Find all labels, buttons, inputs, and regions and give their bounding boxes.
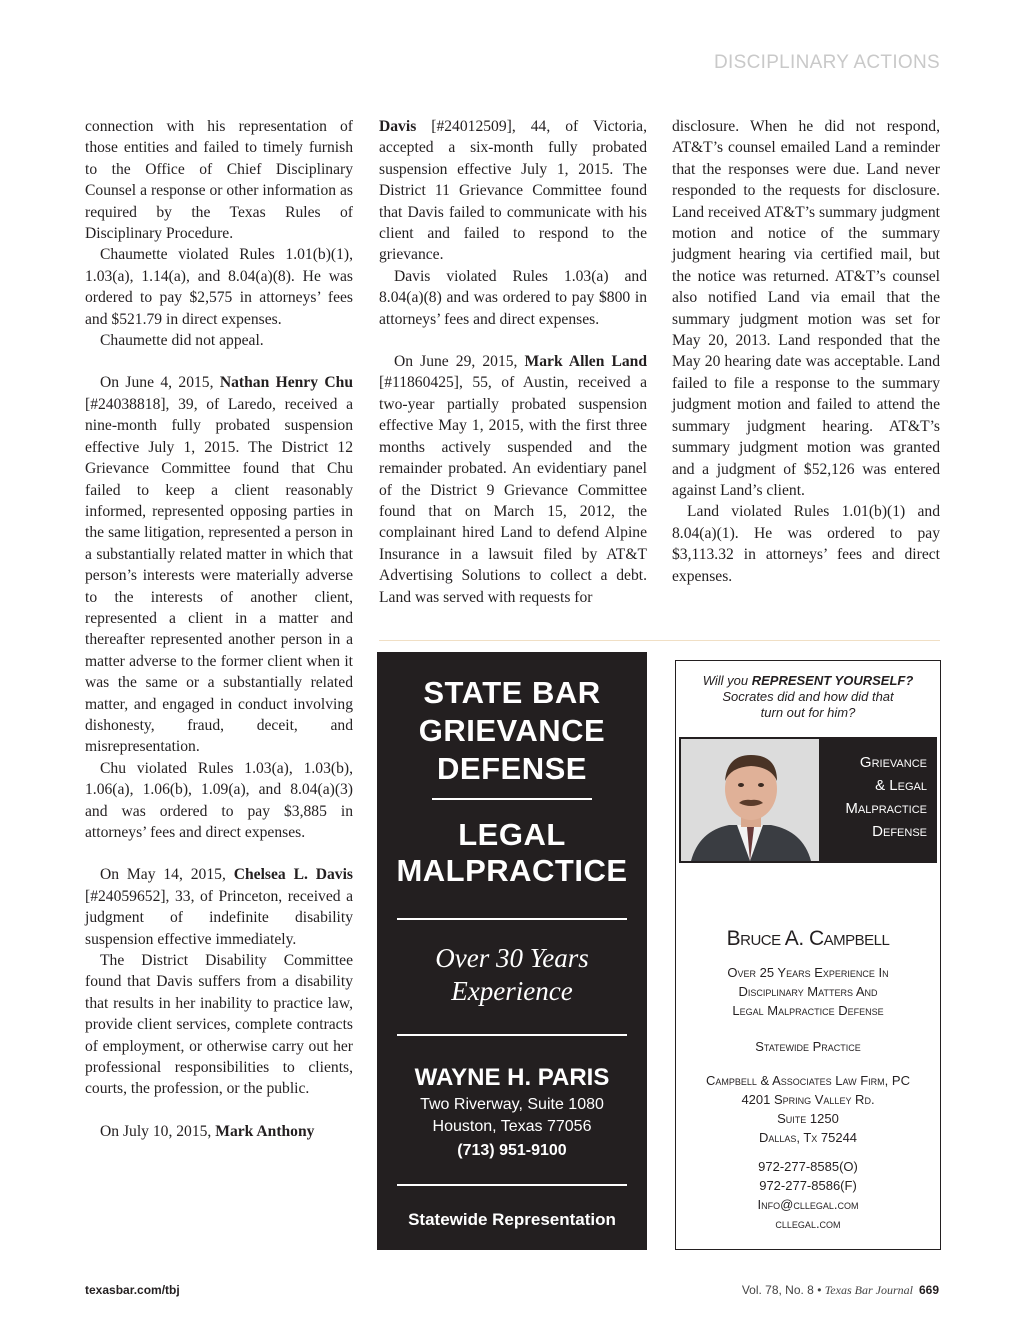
ad-question-line <box>676 673 940 689</box>
paragraph <box>85 1121 353 1142</box>
footer-journal: Texas Bar Journal <box>824 1283 913 1297</box>
ad-phone: 972-277-8585(O) <box>758 1159 858 1174</box>
ad-statewide: Statewide Practice <box>755 1039 861 1054</box>
ad-divider <box>397 918 627 920</box>
paragraph <box>85 372 353 757</box>
text: [#24059652], 33, of Princeton, received a judgment of indefinite disability suspension effective immediately. <box>85 887 353 948</box>
ad-address: Two Riverway, Suite 1080 <box>420 1096 604 1113</box>
page-number: 669 <box>918 1283 939 1297</box>
portrait-image <box>681 739 819 861</box>
ad-headline: DEFENSE <box>437 751 587 786</box>
practice-line: Grievance <box>859 754 927 771</box>
paragraph: Land violated Rules 1.01(b)(1) and 8.04(a)(1). He was ordered to pay $3,113.32 in attorneys’ fees and direct expenses. <box>672 503 940 585</box>
ad-experience: Over 30 Years <box>435 943 589 973</box>
paragraph: disclosure. When he did not respond, AT&T’s counsel emailed Land a reminder that the responses were due. Land never responded to the requests for disclosure. Land received AT&T’s summary judgment motion and notice of the summary judgment hearing via certified mail, but the notice was returned. AT&T’s counsel also notified Land via email that the summary judgment motion was set for May 20, 2013. Land responded that the May 20 hearing date was acceptable. Land failed to file a response to the summary judgment motion and failed to attend the summary judgment hearing. AT&T’s summary judgment motion was granted and a judgment of $52,126 was entered against Land’s client. <box>672 118 940 499</box>
text: Will you <box>702 673 752 688</box>
ad-experience: Over 25 Years Experience In <box>727 965 889 980</box>
advertisement-campbell <box>675 660 941 1250</box>
paragraph: connection with his representation of those entities and failed to timely furnish to the Office of Chief Disciplinary Counsel a response or other information as required by the Texas Rules of Disciplinary Procedure. <box>85 118 353 243</box>
text: On July 10, 2015, <box>100 1122 216 1140</box>
practice-line: Defense <box>872 823 927 840</box>
ad-statewide: Statewide Representation <box>408 1210 616 1229</box>
text: On May 14, 2015, <box>100 866 234 884</box>
text: [#24038818], 39, of Laredo, received a nine-month fully probated suspension effective July 1, 2015. The District 12 Grievance Committee found that Chu failed to keep a client reasonably informed, represented opposing parties in the same litigation, represented a person in a substantially related matter in which that person’s interests were materially adverse to the interests of another client, represented a client in a matter and thereafter represented another person in a matter adverse to the former client when it was the same or a substantially related matter, and engaged in conduct involving dishonesty, fraud, deceit, and misrepresentation. <box>85 395 353 756</box>
practice-line: & Legal <box>875 777 927 794</box>
paragraph: Chaumette violated Rules 1.01(b)(1), 1.03(a), 1.14(a), and 8.04(a)(8). He was ordered to pay $2,575 in attorneys’ fees and $521.79 in direct expenses. <box>85 246 353 328</box>
attorney-name: Chelsea L. Davis <box>233 866 353 884</box>
paragraph: Davis violated Rules 1.03(a) and 8.04(a)(8) and was ordered to pay $800 in attorneys’ fees and direct expenses. <box>379 267 647 328</box>
ad-address: Houston, Texas 77056 <box>432 1118 592 1135</box>
ad-phone: (713) 951-9100 <box>457 1142 567 1159</box>
ad-question-line: turn out for him? <box>760 705 856 720</box>
divider <box>379 640 940 641</box>
paragraph: Chaumette did not appeal. <box>100 332 264 350</box>
footer-website: texasbar.com/tbj <box>85 1283 180 1297</box>
practice-line: Malpractice <box>845 800 927 817</box>
text: On June 4, 2015, <box>100 374 220 392</box>
ad-practice-areas <box>827 751 927 843</box>
paragraph <box>379 116 647 266</box>
ad-experience: Legal Malpractice Defense <box>732 1003 884 1018</box>
paragraph: Chu violated Rules 1.03(a), 1.03(b), 1.06(a), 1.06(b), 1.09(a), and 8.04(a)(3) and was ordered to pay $3,885 in attorneys’ fees and direct expenses. <box>85 759 353 841</box>
attorney-name: Mark Allen Land <box>524 353 647 371</box>
ad-question <box>676 673 940 721</box>
text: [#24012509], 44, of Victoria, accepted a six-month fully probated suspension effective July 1, 2015. The District 11 Grievance Committee found that Davis failed to communicate with his client and failed to respond to the grievance. <box>379 118 647 264</box>
article-column-2 <box>379 116 647 608</box>
ad-divider <box>397 1034 627 1036</box>
footer-citation <box>742 1283 939 1298</box>
ad-fax: 972-277-8586(F) <box>759 1178 857 1193</box>
ad-firm: Campbell & Associates Law Firm, PC <box>706 1073 910 1088</box>
paragraph <box>85 864 353 950</box>
attorney-name: Nathan Henry Chu <box>219 374 353 392</box>
ad-divider <box>397 1184 627 1186</box>
text: [#11860425], 55, of Austin, received a two-year partially probated suspension effective May 1, 2015, with the first three months actively suspended and the remainder probated. An evidentiary panel of the District 9 Grievance Committee found that on March 15, 2012, the complainant hired Land to defend Alpine Insurance in a lawsuit filed by AT&T Advertising Solutions to collect a debt. Land was served with requests for <box>379 374 647 606</box>
paragraph: The District Disability Committee found that Davis suffers from a disability that results in her inability to practice law, provide client services, complete contracts of employment, or otherwise carry out her professional responsibilities to clients, courts, the profession, or the public. <box>85 952 353 1098</box>
attorney-name: Davis <box>379 118 417 135</box>
ad-headline: GRIEVANCE <box>418 713 606 748</box>
article-column-1 <box>85 116 353 1142</box>
ad-experience: Disciplinary Matters And <box>738 984 878 999</box>
ad-website: cllegal.com <box>775 1216 841 1231</box>
attorney-photo <box>681 739 819 861</box>
ad-headline: STATE BAR <box>423 675 601 710</box>
article-column-3 <box>672 116 940 587</box>
text: On June 29, 2015, <box>394 353 525 371</box>
ad-headline: LEGAL <box>458 817 566 852</box>
footer-volume: Vol. 78, No. 8 • <box>741 1283 825 1297</box>
text: REPRESENT YOURSELF? <box>751 673 914 688</box>
paragraph <box>379 351 647 608</box>
section-header: DISCIPLINARY ACTIONS <box>714 52 940 73</box>
ad-experience: Experience <box>451 976 573 1006</box>
ad-attorney-name: WAYNE H. PARIS <box>414 1064 610 1091</box>
advertisement-paris <box>377 652 647 1250</box>
attorney-name: Mark Anthony <box>215 1122 315 1140</box>
ad-divider <box>432 798 592 800</box>
ad-photo-panel <box>679 737 937 863</box>
ad-attorney-name: Bruce A. Campbell <box>726 927 890 950</box>
ad-address: Dallas, Tx 75244 <box>758 1130 858 1145</box>
ad-question-line: Socrates did and how did that <box>722 689 894 704</box>
ad-headline: MALPRACTICE <box>396 853 628 888</box>
ad-address: 4201 Spring Valley Rd. <box>741 1092 875 1107</box>
ad-email: Info@cllegal.com <box>757 1197 859 1212</box>
ad-address: Suite 1250 <box>777 1111 839 1126</box>
